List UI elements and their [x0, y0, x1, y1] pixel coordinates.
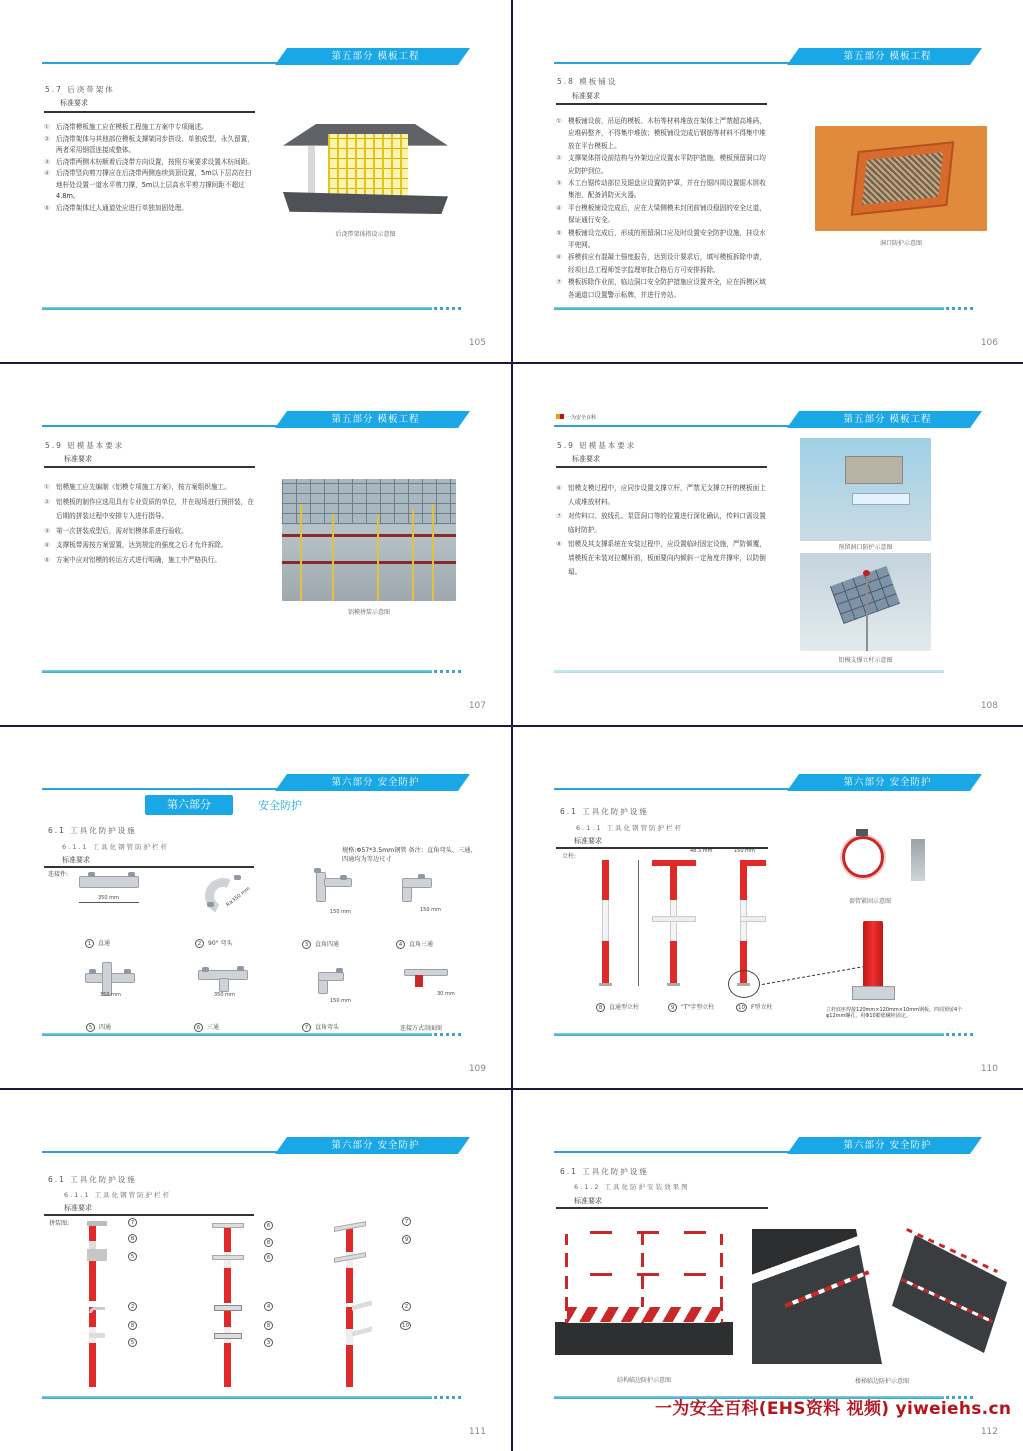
subsection-title: 6.1.1 工具化钢管防护栏杆: [64, 1191, 172, 1199]
section-title: 5.8 模板铺设: [557, 77, 618, 86]
formwork-support-image: [800, 553, 931, 651]
header-rule: [554, 788, 814, 790]
post-pour-scaffold-illustration: [283, 124, 448, 216]
part-caption: 7 直角弯头: [302, 1022, 339, 1032]
standard-requirements-label: 标准要求: [60, 99, 88, 107]
banner-title: 第六部分 安全防护: [331, 1140, 420, 1151]
callout: 5: [128, 1252, 141, 1261]
post-caption: 9 "T"字型立柱: [668, 1002, 714, 1012]
section-rule: [556, 466, 767, 468]
post-caption: 10 F型立柱: [738, 1004, 773, 1011]
part-caption: 2 90° 弯头: [195, 938, 233, 948]
footer-dots: [434, 1396, 464, 1399]
list-item: ⑦ 模板拆除作业前，临边洞口安全防护措施应设置齐全，应在拆模区域各通道口设置警示标牌，并进行旁站。: [556, 278, 766, 299]
callout: 8: [264, 1238, 277, 1247]
list-item: ④ 支撑板带需按方案留置，达到规定的强度之后才允许拆除。: [44, 541, 228, 549]
section-rule: [44, 466, 255, 468]
part-caption: 3 直角四通: [302, 939, 339, 949]
brand-logo: 一为安全百科: [556, 414, 596, 421]
header-rule: [554, 62, 814, 64]
list-item: ③ 后浇带两侧木枋顺着后浇带方向设置，按照方案要求设置木枋间距。: [44, 157, 254, 166]
spec-note: 规格:Φ57*3.5mm钢管 备注：直角弯头、三通、四通均为等边尺寸: [342, 847, 477, 863]
footer-dots: [434, 670, 464, 673]
footer-dots: [946, 1033, 976, 1036]
posts-label: 立柱:: [562, 853, 577, 860]
part-caption: 6 三通: [194, 1022, 219, 1032]
callout: 4: [264, 1302, 277, 1311]
list-item: ⑤ 模板铺设完成后，形成的预留洞口应及时设置安全防护设施，挂设水平兜网。: [556, 228, 766, 250]
callout: 8: [264, 1321, 277, 1330]
footer-rule: [42, 307, 432, 310]
opening-protection-image: [815, 126, 987, 231]
stair-barrier-illustration: [752, 1229, 1012, 1364]
header-rule: [554, 425, 814, 427]
footer-dots: [434, 307, 464, 310]
list-item: ① 模板铺设前，吊运的模板、木枋等材料堆放在架体上严禁超高堆码，应堆码整齐，不得集中堆放；模板铺设完成后钢筋等材料不得集中堆放在平台模板上。: [556, 117, 766, 150]
callout: 6: [264, 1253, 277, 1262]
callout: 2: [128, 1302, 141, 1311]
part-caption: 5 四通: [86, 1022, 111, 1032]
callout: 8: [128, 1234, 141, 1243]
page-105: [0, 0, 511, 362]
subsection-title: 6.1.1 工具化钢管防护栏杆: [576, 824, 684, 832]
list-item: ② 支撑架体搭设前结构与外架边应设置水平防护措施，模板预留洞口均应防护到位。: [556, 154, 766, 175]
section-title: 6.1 工具化防护设施: [560, 807, 649, 816]
list-item: ⑤ 后浇带架体过人通道处应进行单独加固处理。: [44, 203, 188, 212]
banner-title: 第六部分 安全防护: [331, 777, 420, 788]
figure-caption: 结构临边防护示意图: [616, 1377, 671, 1384]
page-number: 109: [468, 1064, 486, 1074]
callout: 6: [264, 1221, 277, 1230]
page-number: 112: [980, 1427, 998, 1437]
page-divider: [0, 1088, 1023, 1090]
footer-rule: [42, 670, 432, 673]
page-number: 105: [468, 338, 486, 348]
requirement-list: [44, 480, 259, 567]
requirement-list: [556, 481, 771, 579]
section-rule: [556, 103, 767, 105]
list-item: ⑧ 铝模及其支撑系统在安装过程中，应设置临时固定设施，严防倾覆，墙模板在未装对拉螺杆前，板面要向内倾斜一定角度并撑牢，以防倒塌。: [556, 540, 766, 576]
footer-rule: [554, 307, 944, 310]
section-title: 5.9 铝模基本要求: [45, 441, 125, 450]
figure-caption: 铝模支撑立杆示意图: [838, 657, 893, 664]
list-item: ③ 第一次拼装成型后，需对铝模体系进行验收。: [44, 526, 188, 535]
part-tag-title: 安全防护: [258, 799, 302, 812]
page-number: 110: [980, 1064, 998, 1074]
list-item: ⑦ 对传料口、放线孔、泵管洞口等的位置进行深化确认，传料口需设置临时防护。: [556, 512, 766, 534]
page-divider: [0, 362, 1023, 364]
standard-requirements-label: 标准要求: [64, 1204, 92, 1212]
page-109: 第六部分 安全防护 第六部分 安全防护 6.1 工具化防护设施 6.1.1 工具化钢管防护栏杆 标准要求 规格:Φ57*3.5mm钢管 备注：直角弯头、三通、四通均为等边尺寸 连接件: 350 mm R≥350 mm 150 mm 150 mm 1 直通 2 90° 弯头 3 直角四通 4 直角三通 350 mm 350 mm 150 mm 30 mm 5 四通 6 三通 7 直角弯头 连接方式剖面图 109: [0, 726, 511, 1088]
callout: 10: [402, 1323, 409, 1329]
standard-requirements-label: 标准要求: [62, 856, 90, 864]
figure-caption: 后浇带架体搭设示意图: [335, 231, 396, 238]
dim-diameter: 48.3 mm: [690, 848, 713, 854]
footer-rule: [554, 670, 944, 673]
callout: 3: [264, 1338, 277, 1347]
banner-title: 第五部分 模板工程: [843, 414, 932, 425]
aluminum-formwork-image: [282, 479, 456, 601]
list-item: ① 铝模施工应先编制《铝模专项施工方案》，按方案组织施工。: [44, 483, 231, 491]
list-item: ② 后浇带架体与其他部位模板支撑架同步搭设、单独成型，永久留置，两者采用钢管连接成整体。: [44, 134, 254, 154]
standard-requirements-label: 标准要求: [572, 92, 600, 100]
footer-dots: [434, 1033, 464, 1036]
page-107: [0, 363, 511, 725]
dim-arm: 150 mm: [734, 848, 755, 854]
callout: 2: [402, 1302, 415, 1311]
page-number: 107: [468, 701, 486, 711]
page-110: [512, 726, 1023, 1088]
part-caption: 1 直通: [85, 938, 110, 948]
part-caption: 4 直角三通: [396, 939, 433, 949]
standard-requirements-label: 标准要求: [574, 1197, 602, 1205]
footer-dots: [946, 307, 976, 310]
standard-requirements-label: 标准要求: [64, 455, 92, 463]
section-title: 6.1 工具化防护设施: [560, 1167, 649, 1176]
post-caption: 8 直通型立柱: [596, 1002, 639, 1012]
section-rule: [44, 866, 254, 868]
list-item: ⑤ 方案中应对铝模的转运方式进行明确，施工中严格执行。: [44, 555, 221, 564]
callout: 9: [402, 1235, 415, 1244]
page-number: 106: [980, 338, 998, 348]
footer-rule: [42, 1033, 432, 1036]
requirement-list: [44, 122, 256, 214]
page-number: 108: [980, 701, 998, 711]
callout: 7: [128, 1218, 141, 1227]
subsection-title: 6.1.1 工具化钢管防护栏杆: [62, 843, 170, 851]
edge-barrier-illustration: [555, 1219, 733, 1355]
list-item: ⑥ 拆模前应有混凝土强度报告，达到设计要求后，填写模板拆除申请，经项目总工程师签字监理审批合格后方可安排拆除。: [556, 253, 766, 274]
header-rule: [42, 62, 302, 64]
standard-requirements-label: 标准要求: [574, 837, 602, 845]
header-rule: [42, 1151, 302, 1153]
section-title: 6.1 工具化防护设施: [48, 1175, 137, 1184]
page-111: [0, 1089, 511, 1451]
banner-title: 第五部分 模板工程: [331, 414, 420, 425]
figure-caption: 预留洞口防护示意图: [838, 544, 893, 551]
page-number: 111: [468, 1427, 486, 1437]
section-title: 6.1 工具化防护设施: [48, 826, 137, 835]
figure-caption: 洞口防护示意图: [879, 240, 922, 247]
figure-caption: 铝模拼装示意图: [347, 609, 390, 616]
connectors-label: 连接件:: [48, 871, 69, 878]
callout: 5: [128, 1338, 141, 1347]
standard-requirements-label: 标准要求: [572, 455, 600, 463]
assembly-label: 拼装图:: [49, 1220, 70, 1227]
banner-title: 第五部分 模板工程: [331, 51, 420, 62]
dimension-line: [638, 860, 639, 986]
page-106: [512, 0, 1023, 362]
footer-rule: [42, 1396, 432, 1399]
base-note: 立杆底座焊接120mm×120mm×10mm钢板，四周预留4个φ12mm螺孔，用Φ10膨胀螺栓固定。: [826, 1007, 963, 1019]
footer-rule: [554, 1033, 944, 1036]
subsection-title: 6.1.2 工具化防护安装效果图: [574, 1183, 690, 1191]
callout: 8: [128, 1321, 141, 1330]
section-rule: [556, 1207, 768, 1209]
reserved-opening-image: [800, 438, 931, 541]
banner-title: 第六部分 安全防护: [843, 777, 932, 788]
part-tag: 第六部分: [145, 795, 233, 815]
list-item: ⑥ 铝模支模过程中，应同步设置支撑立杆，严禁无支撑立杆的模板面上人或堆放材料。: [556, 484, 766, 506]
list-item: ③ 木工台锯传动部位及锯盘应设置防护罩，并在台锯四周设置锯木屑收集池，配备消防灭火器。: [556, 179, 766, 200]
list-item: ① 后浇带模板施工应在模板工程施工方案中专项阐述。: [44, 123, 208, 131]
section-rule: [44, 111, 255, 113]
header-rule: [554, 1151, 814, 1153]
header-rule: [42, 425, 302, 427]
page-108: [512, 363, 1023, 725]
banner-title: 第六部分 安全防护: [843, 1140, 932, 1151]
watermark-text: 一为安全百科(EHS资料 视频) yiweiehs.cn: [655, 1399, 1012, 1419]
figure-caption: 楼梯临边防护示意图: [854, 1378, 909, 1385]
banner-title: 第五部分 模板工程: [843, 51, 932, 62]
page-divider: [0, 725, 1023, 727]
section-title: 5.7 后浇带架体: [45, 85, 115, 94]
section-rule: [44, 1214, 254, 1216]
figure-caption: 套管紧固示意图: [848, 898, 891, 905]
callout: 7: [402, 1217, 415, 1226]
list-item: ② 铝模板的制作应选用具有专业资质的单位，并在现场进行预拼装，在后期的拼装过程中安排专人进行指导。: [44, 497, 254, 520]
list-item: ④ 后浇带竖向剪刀撑应在后浇带两侧连续到顶设置，5m以下层高在扫地杆处设置一道水平剪刀撑，5m以上层高水平剪刀撑间距不超过4.8m。: [44, 169, 252, 200]
logo-icon: [556, 414, 564, 419]
list-item: ④ 平台模板铺设完成后，应在大梁侧模未封闭前铺设稳固的安全过道，保证通行安全。: [556, 203, 766, 225]
section-title: 5.9 铝模基本要求: [557, 441, 637, 450]
header-rule: [42, 788, 302, 790]
requirement-list: [556, 115, 771, 301]
part-caption: 连接方式剖面图: [400, 1025, 443, 1032]
